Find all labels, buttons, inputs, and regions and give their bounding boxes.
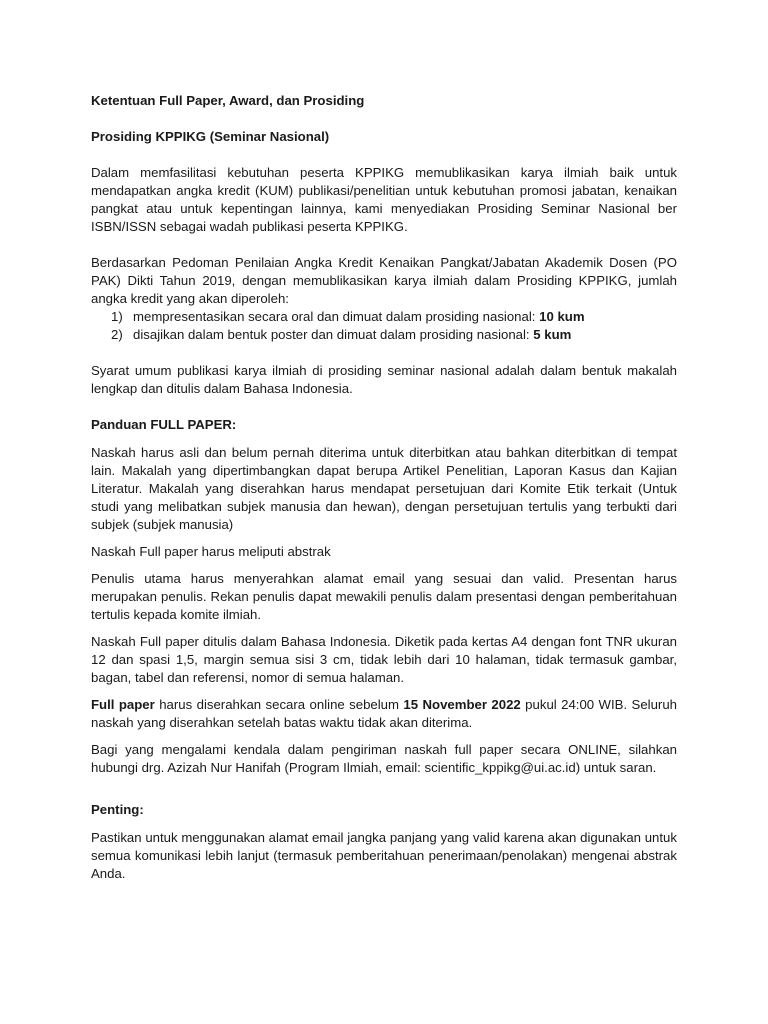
list-item-text: mempresentasikan secara oral dan dimuat dalam prosiding nasional:: [133, 309, 540, 324]
penting-heading: Penting:: [91, 802, 144, 817]
panduan-paragraph-3: Penulis utama harus menyerahkan alamat email yang sesuai dan valid. Presentan harus merupakan penulis. Rekan penulis dapat mewakili penulis dalam presentasi dengan pemberitahuan tertulis kepada komite ilmiah.: [91, 571, 677, 622]
list-number: 2): [111, 327, 123, 342]
list-item: [91, 326, 677, 344]
deadline-text-1: harus diserahkan secara online sebelum: [154, 697, 404, 712]
section-title-prosiding: Prosiding KPPIKG (Seminar Nasional): [91, 129, 330, 144]
spacer: [91, 777, 677, 801]
syarat-paragraph: Syarat umum publikasi karya ilmiah di prosiding seminar nasional adalah dalam bentuk makalah lengkap dan ditulis dalam Bahasa Indonesia.: [91, 363, 677, 396]
panduan-paragraph-2: Naskah Full paper harus meliputi abstrak: [91, 544, 331, 559]
list-number: 1): [111, 309, 123, 324]
intro-paragraph: Dalam memfasilitasi kebutuhan peserta KPPIKG memublikasikan karya ilmiah baik untuk mendapatkan angka kredit (KUM) publikasi/penelitian untuk kebutuhan promosi jabatan, kenaikan pangkat atau untuk kepentingan lainnya, kami menyediakan Prosiding Seminar Nasional ber ISBN/ISSN sebagai wadah publikasi peserta KPPIKG.: [91, 165, 677, 234]
list-item-value: 5 kum: [533, 327, 572, 342]
deadline-date: 15 November 2022: [403, 697, 521, 712]
deadline-text-2: pukul 24:00 WIB. Seluruh naskah yang diserahkan setelah batas waktu tidak akan diterima.: [91, 697, 677, 730]
kendala-paragraph: Bagi yang mengalami kendala dalam pengiriman naskah full paper secara ONLINE, silahkan hubungi drg. Azizah Nur Hanifah (Program Ilmiah, email: scientific_kppikg@ui.ac.id) untuk saran.: [91, 742, 677, 775]
panduan-paragraph-1: Naskah harus asli dan belum pernah diterima untuk diterbitkan atau bahkan diterbitkan di tempat lain. Makalah yang dipertimbangkan dapat berupa Artikel Penelitian, Laporan Kasus dan Kajian Literatur. Makalah yang diserahkan harus mendapat persetujuan dari Komite Etik terkait (Untuk studi yang melibatkan subjek manusia dan hewan), dengan persetujuan tertulis yang terbukti dari subjek (subjek manusia): [91, 445, 677, 532]
list-text: [133, 308, 585, 326]
deadline-paragraph: [91, 696, 677, 732]
penting-paragraph: Pastikan untuk menggunakan alamat email jangka panjang yang valid karena akan digunakan untuk semua komunikasi lebih lanjut (termasuk pemberitahuan penerimaan/penolakan) mengenai abstrak Anda.: [91, 830, 677, 881]
panduan-paragraph-4: Naskah Full paper ditulis dalam Bahasa Indonesia. Diketik pada kertas A4 dengan font TNR ukuran 12 dan spasi 1,5, margin semua sisi 3 cm, tidak lebih dari 10 halaman, tidak termasuk gambar, bagan, tabel dan referensi, nomor di semua halaman.: [91, 634, 677, 685]
panduan-heading: Panduan FULL PAPER:: [91, 417, 237, 432]
list-item-text: disajikan dalam bentuk poster dan dimuat dalam prosiding nasional:: [133, 327, 534, 342]
document-page: [91, 92, 677, 883]
kum-list: [91, 308, 677, 344]
list-text: [133, 326, 571, 344]
list-item: [91, 308, 677, 326]
deadline-bold-fullpaper: Full paper: [91, 697, 155, 712]
list-item-value: 10 kum: [539, 309, 585, 324]
pedoman-paragraph: Berdasarkan Pedoman Penilaian Angka Kredit Kenaikan Pangkat/Jabatan Akademik Dosen (PO PAK) Dikti Tahun 2019, dengan memublikasikan karya ilmiah dalam Prosiding KPPIKG, jumlah angka kredit yang akan diperoleh:: [91, 255, 677, 306]
document-title: Ketentuan Full Paper, Award, dan Prosiding: [91, 93, 365, 108]
